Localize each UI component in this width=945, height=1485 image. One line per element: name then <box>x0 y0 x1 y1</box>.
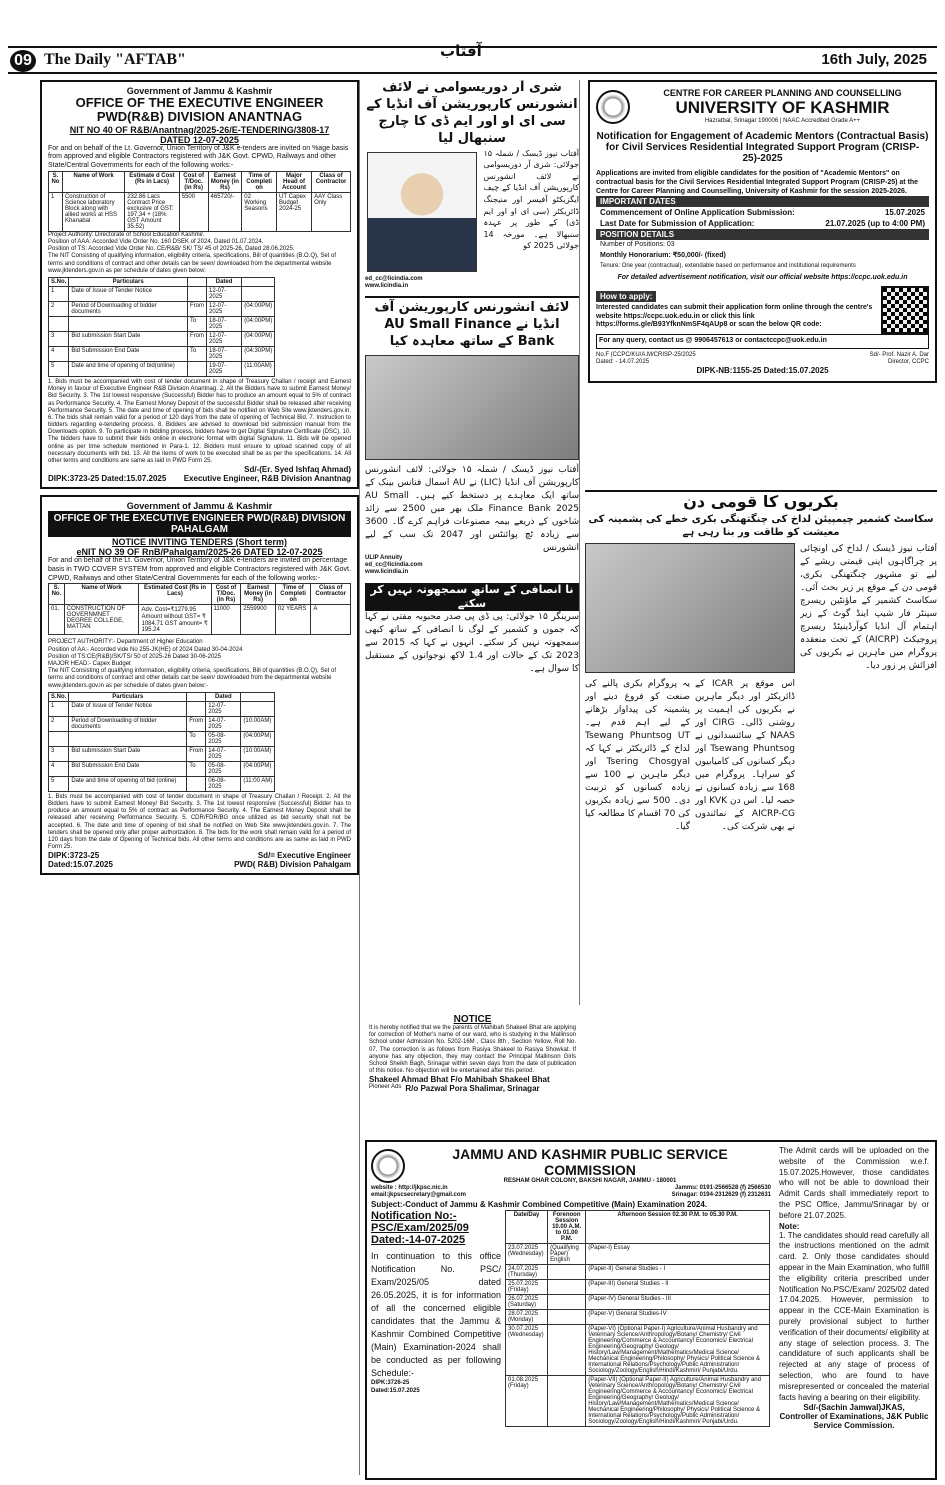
mehbooba-body: سرینگر ۱۵ جولائی: پی ڈی پی صدر محبوبہ مفتی نے کہا کہ جموں و کشمیر کے لوگ نا انصافی کے ساتھ کبھی سمجھوتہ نہیں کر سکتے۔ انہوں نے کہا کہ 2015 سے 2023 تک کے حالات اور 1.4 لاکھ نوجوانوں کے مستقبل کا سوال ہے۔ <box>365 612 579 675</box>
tender2-notice: NOTICE INVITING TENDERS (Short term) <box>111 537 287 548</box>
schedule-cell: From <box>188 301 207 316</box>
notice-signature: Shakeel Ahmad Bhat F/o Mahibah Shakeel Bhat <box>369 1075 550 1085</box>
schedule-row <box>49 301 275 316</box>
table-cell: 465720/- <box>208 192 242 231</box>
schedule-cell <box>188 361 207 376</box>
ku-notification: Notification for Engagement of Academic Mentors (Contractual Basis) for Civil Services Residential Integrated Support Program (CRISP-25)-2025 <box>596 131 929 165</box>
ku-apply: Interested candidates can submit their application form online through the centre's website https://ccpc.uok.edu.in or click this link https://forms.gle/B93YfknNmSF4qAUp8 or scan the below QR code: <box>596 303 873 329</box>
exam-schedule-cell <box>548 1310 586 1325</box>
schedule-cell: 12-07-2025 <box>207 301 242 316</box>
jkpsc-website: website : http://jkpsc.nic.in <box>371 1185 448 1192</box>
masthead-logo: آفتاب <box>440 42 482 60</box>
university-advert <box>588 80 937 383</box>
schedule-header-cell <box>242 277 275 286</box>
goat-subtitle: سکاسٹ کشمیر چیمپیئن لداخ کی چنگتھنگی بکری خطے کی پشمینہ کی معیشت کو طاقت ور بنا رہی ہے <box>588 513 934 538</box>
ku-ref-date: Dated: - 14.07.2025 <box>596 358 650 365</box>
tender1-gov: Government of Jammu & Kashmir <box>126 86 273 96</box>
schedule-row <box>49 286 275 301</box>
exam-schedule-cell: 23.07.2025 (Wednesday) <box>506 1244 548 1265</box>
tender1-nit-consisting: The NIT Consisting of qualifying information, eligibility criteria, specifications, Bill of quantities (B.O.Q), Set of terms and conditions of contract and other details can be seen/ downloaded from the departmental website www.jktenders.gov.in as per schedule of dates given below: <box>48 253 337 274</box>
parents-notice <box>365 1010 580 1138</box>
lic-headline: شری آر دوریسوامی نے لائف انشورنس کارپوریشن آف انڈیا کے سی ای او اور ایم ڈی کا چارج سنبھال لیا <box>366 80 578 146</box>
schedule-cell: 2 <box>49 301 69 316</box>
schedule-header-cell: Particulars <box>69 277 188 286</box>
schedule-cell: From <box>187 716 206 731</box>
notice-body: It is hereby notified that we the parents of Mahibah Shakeel Bhat are applying for correction of Mother's name of our ward, who is studying in the Mallinson School under Admission No. 5202-16M , Class 8th , Section Yellow, Roll No. 07. The correction is as follows from Rasiya Shakeel to Rasiya Showkat. If anyone has any objection, they may contact the Principal Mallinson Girls School Sheikh Bagh, Srinagar within seven days from the date of publication of this notice. No objection will be entertained after this period. <box>369 1025 576 1075</box>
lic-body: آفتاب نیوز ڈیسک / شملہ ۱۵ جولائی: شری آر دوریسوامی نے لائف انشورنس کارپوریشن آف انڈیا کے چیف ایگزیکٹو آفیسر اور منیجنگ ڈائریکٹر (سی ای او اور ایم ڈی) کے طور پر عہدہ سنبھالا ہے۔ مورخہ 14 جولائی 2025 کو <box>483 148 579 251</box>
jkpsc-admit-card-info <box>775 1142 933 1434</box>
tender1-authority: Project Authority: Directorate of School Education Kashmir. <box>48 231 205 238</box>
ku-ref: No.F (CCPC/KU/A.M/CRISP-25/2025 <box>596 351 696 358</box>
schedule-cell <box>49 731 69 746</box>
schedule-cell <box>188 286 207 301</box>
goat-day-photo <box>585 543 795 673</box>
exam-schedule-cell: 25.07.2025 (Friday) <box>506 1280 548 1295</box>
schedule-cell: To <box>187 761 206 776</box>
tender1-designation: Executive Engineer, R&B Division Anantnag <box>183 474 351 484</box>
goat-body-3: یہ پروگرام بکری پالنے کی صنعت کو فروغ دینے اور پشمینہ کی پیداوار بڑھانے کے لیے اہم قدم ہے۔ Tsewang Phuntsog UT لداخ کے ڈائریکٹر نے کہا کہ Tsering Chosgyal اور دیگر ماہرین نے 100 سے زیادہ کسانوں کو تربیت دی۔ 500 سے زیادہ بکریوں کی 70 اقسام کا مطالعہ کیا گیا۔ <box>585 678 690 833</box>
ku-name: UNIVERSITY OF KASHMIR <box>675 98 890 117</box>
exam-schedule-row <box>506 1295 770 1310</box>
table-header-cell: Class of Contractor <box>312 171 351 192</box>
tender-column <box>40 80 360 1475</box>
jkpsc-emblem-icon <box>371 1149 405 1183</box>
tender2-designation: PWD( R&B) Division Pahalgam <box>234 860 351 870</box>
schedule-row <box>49 361 275 376</box>
page-number: 09 <box>10 50 36 72</box>
ku-last-label: Last Date for Submission of Application: <box>600 219 755 229</box>
exam-schedule-cell: 28.07.2025 (Monday) <box>506 1310 548 1325</box>
table-header-cell: Estimated Cost (Rs in Lacs) <box>139 584 211 605</box>
jkpsc-email: email:jkpscsecretary@gmail.com <box>371 1192 466 1199</box>
mehbooba-headline: نا انصافی کے ساتھ سمجھوتہ نہیں کر سکتے <box>365 583 579 612</box>
ku-honorarium: Monthly Honorarium: ₹50,000/- (fixed) <box>600 252 726 260</box>
schedule-row <box>49 701 275 716</box>
table-cell: Construction of Science laboratory Block along with allied works at HSS Khanabal <box>62 192 124 231</box>
schedule-cell: 18-07-2025 <box>207 316 242 331</box>
schedule-cell: 12-07-2025 <box>207 331 242 346</box>
tender1-intro: For and on behalf of the Lt. Governor, Union Territory of J&K e-tenders are invited on %age basis from approved and eligible Contractors registered with J&K Govt. CPWD, Railways and other State/Central Governments for each of the following works:- <box>48 144 349 170</box>
jkpsc-signer: Sd/-(Sachin Jamwal)JKAS, <box>803 1403 905 1413</box>
schedule-cell: Bid Submission End Date <box>69 761 187 776</box>
table-header-cell: Cost of T/Doc. (in Rs) <box>179 171 208 192</box>
jkpsc-notification-no: Notification No:- PSC/Exam/2025/09 <box>371 1210 469 1234</box>
exam-schedule-cell: (Paper-V) General Studies-IV <box>586 1310 770 1325</box>
schedule-cell: From <box>187 746 206 761</box>
schedule-header-row <box>49 692 275 701</box>
goat-day-story <box>585 490 937 1135</box>
university-column <box>588 80 937 488</box>
schedule-header-cell <box>187 692 206 701</box>
schedule-cell: (04:00PM) <box>241 761 275 776</box>
paper-name: The Daily "AFTAB" <box>44 51 186 68</box>
table-cell: CONSTRUCTION OF GOVERNMNET DEGREE COLLEGE, MATTAN <box>64 605 139 635</box>
ku-query: For any query, contact us @ 9906457613 or contactccpc@uok.edu.in <box>596 334 929 349</box>
ceo-portrait <box>367 152 477 272</box>
schedule-cell: 4 <box>49 346 69 361</box>
issue-date: 16th July, 2025 <box>821 51 927 68</box>
ku-how-to: How to apply: <box>596 291 656 302</box>
table-cell: 2559900 <box>241 605 275 635</box>
schedule-cell: Date of Issue of Tender Notice <box>69 286 188 301</box>
schedule-row <box>49 761 275 776</box>
schedule-cell: (04:30PM) <box>242 346 275 361</box>
jkpsc-note-label: Note: <box>779 1221 800 1231</box>
goat-title: بکریوں کا قومی دن <box>585 490 937 513</box>
schedule-cell: Date and time of opening of bid (online) <box>69 776 187 791</box>
exam-schedule-cell: (Paper-III) General Studies - II <box>586 1280 770 1295</box>
lic-au-web: www.licindia.in <box>365 569 409 576</box>
exam-schedule-row <box>506 1280 770 1295</box>
exam-schedule-cell: 24.07.2025 (Thursday) <box>506 1265 548 1280</box>
table-cell: UT Capex Budget 2024-25 <box>277 192 312 231</box>
table-cell: A <box>311 605 351 635</box>
tender2-nit-consisting: The NIT Consisting of qualifying information, eligibility criteria, specifications, Bill of quantities (B.O.Q), Set of terms and conditions of contract and other details can be seen/ downloaded from the departmental website www.jktenders.gov.in as per schedule of dates given below:- <box>48 668 337 689</box>
table-header-cell: Forenoon Session 10.00 A.M. to 01.00 P.M. <box>548 1211 586 1244</box>
table-header-cell: Earnest Money (in Rs) <box>241 584 275 605</box>
schedule-cell <box>69 731 187 746</box>
ku-detailed: For detailed advertisement notification, visit our official website https://ccpc.uok.edu.in <box>617 274 908 282</box>
table-cell: 02 Working Seasons <box>242 192 277 231</box>
tender2-head: MAJOR HEAD:- Capex Budget <box>48 661 131 668</box>
exam-schedule-row <box>506 1265 770 1280</box>
exam-schedule-cell: (Paper-VII) (Optional Paper-II) Agriculture/Animal Husbandry and Veterinary Science/Anthropology/Botany/ Chemistry/ Civil Engineering/Commerce & Accountancy/ Economics/ Electrical Engineering/Geography/ Geology/ History/Law/Management/Mathematics/Medical Science/ Mechanical Engineering/Philosophy/ Physics/ Political Science & International Relations/Psychology/Public Administration/ Sociology/Zoology/English/Hindi/Kashmiri/ Punjabi/Urdu. <box>586 1376 770 1427</box>
schedule-cell: 5 <box>49 361 69 376</box>
schedule-cell: (04:00PM) <box>242 301 275 316</box>
tender2-conditions: 1. Bids must be accompanied with cost of tender document in shape of Treasury Challan / Receipt. 2. All the Bidders have to submit Earnest Money/ Bid Security. 3. The 1st lowest responsive (Successful) Bidder has to produce an amount equal to 5% of contract as Performance Security. 4. The Earnest Money Deposit shall be released after receiving Performance Security. 5. CDR/FDR/BG once utilized as bid security shall not be accepted. 6. The date and time of opening of bid shall be notified on Web Site www.jktenders.gov.in. 7. The tenders shall be opened only after proper authorization. 8. The bids for the work shall remain valid for a period of 120 days from the date of Opening of Technical bids. All other terms and conditions are as same as laid in PWD Form 25. <box>48 793 351 851</box>
exam-schedule-row <box>506 1244 770 1265</box>
tender1-aaa: Position of AAA: Accorded Vide Order No. 160 DSEK of 2024, Dated 01.07.2024. <box>48 239 264 246</box>
tender-anantnag <box>40 80 359 489</box>
schedule-cell: 2 <box>49 716 69 731</box>
tender2-authority: PROJECT AUTHORITY:- Department of Higher Education <box>48 639 203 646</box>
jkpsc-advert <box>365 1140 937 1480</box>
tender2-office: OFFICE OF THE EXECUTIVE ENGINEER PWD(R&B) DIVISION PAHALGAM <box>48 511 351 537</box>
schedule-header-cell <box>188 277 207 286</box>
jkpsc-schedule-table <box>505 1210 770 1427</box>
table-header-cell: S. No. <box>49 584 65 605</box>
schedule-cell: Bid submission Start Date <box>69 331 188 346</box>
schedule-header-cell: Dated <box>206 692 241 701</box>
schedule-cell: 06-08-2025 <box>206 776 241 791</box>
lic-ulip: ULIP Annuity <box>365 554 403 561</box>
table-header-cell: Class of Contractor <box>311 584 351 605</box>
schedule-cell: (04:00PM) <box>242 316 275 331</box>
exam-schedule-cell: 26.07.2025 (Saturday) <box>506 1295 548 1310</box>
schedule-cell <box>187 701 206 716</box>
schedule-cell: 1 <box>49 286 69 301</box>
table-cell: Adv. Cost=₹1279.95 Amount without GST= ₹ 1084.71 GST amount= ₹ 195.24 <box>139 605 211 635</box>
schedule-cell <box>49 316 69 331</box>
schedule-row <box>49 746 275 761</box>
lic-au-email: ed_cc@licindia.com <box>365 562 423 569</box>
jkpsc-dated: Dated:-14-07-2025 <box>371 1234 466 1246</box>
exam-schedule-cell <box>548 1295 586 1310</box>
ku-commencement-label: Commencement of Online Application Submission: <box>600 208 795 218</box>
table-header-cell: Major Head of Account <box>277 171 312 192</box>
schedule-cell: 05-08-2025 <box>206 731 241 746</box>
ku-important: IMPORTANT DATES <box>596 196 929 207</box>
schedule-cell <box>69 316 188 331</box>
tender1-schedule-table <box>48 277 275 377</box>
schedule-header-cell <box>241 692 275 701</box>
schedule-cell: From <box>188 331 207 346</box>
ku-centre: CENTRE FOR CAREER PLANNING AND COUNSELLING <box>663 88 902 98</box>
tender2-gov: Government of Jammu & Kashmir <box>126 501 273 512</box>
schedule-row <box>49 346 275 361</box>
schedule-header-cell: Dated <box>207 277 242 286</box>
exam-schedule-cell: (Paper-II) General Studies - I <box>586 1265 770 1280</box>
ku-tenure: Tenure: One year (contractual), extendable based on performance and institutional requirements <box>600 262 856 269</box>
schedule-cell: (04:00PM) <box>241 731 275 746</box>
schedule-cell: (04:00PM) <box>242 331 275 346</box>
exam-schedule-row <box>506 1325 770 1376</box>
jkpsc-jammu: Jammu: 0191-2566528 (f) 2566530 <box>674 1185 771 1192</box>
schedule-row <box>49 716 275 731</box>
schedule-cell: 12-07-2025 <box>206 701 241 716</box>
table-header-cell: Estimate d Cost (Rs in Lacs) <box>125 171 180 192</box>
schedule-cell: Bid submission Start Date <box>69 746 187 761</box>
schedule-cell: To <box>188 346 207 361</box>
exam-schedule-cell: 01.08.2025 (Friday) <box>506 1376 548 1427</box>
table-header-cell: S. No <box>49 171 63 192</box>
tender1-ts: Position of TS: Accorded Vide Order No. CE/R&B/ SK/ TS/ 45 of 2025-26, Dated 28.06.2025. <box>48 246 295 253</box>
exam-schedule-row <box>506 1376 770 1427</box>
schedule-cell: 1 <box>49 701 69 716</box>
table-cell: 01. <box>49 605 65 635</box>
schedule-cell: Date and time of opening of bid(online) <box>69 361 188 376</box>
jkpsc-notes: 1. The candidates should read carefully all the instructions mentioned on the admit card. 2. Only those candidates should appear in the Main Examination, who fulfill the eligibility criteria prescribed under Notification No.PSC/Exam/ 2025/02 dated 17.04.2025. However, permission to appear in the CCE-Main Examination is purely provisional subject to further verification of their documents/ eligibility at any stage of selection process. 3. The candidature of such applicants shall be rejected at any stage of process of selection, who are found to have misrepresented or concealed the material facts having a bearing on their eligibility. <box>779 1230 929 1402</box>
ku-accreditation: Hazratbal, Srinagar 190006 | NAAC Accredited Grade A++ <box>704 118 861 124</box>
schedule-cell <box>241 701 275 716</box>
table-cell: 1 <box>49 192 63 231</box>
schedule-cell <box>242 286 275 301</box>
exam-schedule-cell <box>548 1376 586 1427</box>
news-column <box>365 80 580 1005</box>
schedule-cell: 18-07-2025 <box>207 346 242 361</box>
ku-position-details: POSITION DETAILS <box>596 229 929 240</box>
exam-schedule-row <box>506 1310 770 1325</box>
exam-schedule-cell: (Paper-I) Essay <box>586 1244 770 1265</box>
jkpsc-title: JAMMU AND KASHMIR PUBLIC SERVICE COMMISSION <box>452 1146 728 1178</box>
tender1-conditions: 1. Bids must be accompanied with cost of tender document in shape of Treasury Challan / receipt and Earnest Money in favour of Executive Engineer R&B Division Anantnag. 2. All the Bidders have to submit Earnest Money/ Bid Security. 3. The 1st lowest responsive (Successful) Bidder has to produce an amount equal to 5% of contract as Performance Security. 4. The Earnest Money Deposit of the successful Bidder shall be released after receiving Performance Security. 5. The date and time of opening of bids shall be notified on Web Site www.jktenders.gov.in. 6. The bids shall remain valid for a period of 120 days from the date of opening of Technical Bid. 7. Instruction to bidders regarding e-tendering process. 8. Bidders are advised to download bid submission manual from the Downloads option. 9. To participate in bidding process, bidders have to get Digital Signature Certificate (DSC). 10. The bidders have to submit their bids online in electronic format with digital Signature. 11. Bids will be opened online as per time schedule mentioned in Para-1. 12. Bidders must ensure to upload scanned copy of all necessary documents with bid. 13. All the items of work to be executed shall be as per the specifications. 14. All other terms and conditions are same as laid in PWD Form 25. <box>48 378 351 465</box>
ku-last-date: 21.07.2025 (up to 4:00 PM) <box>825 219 925 229</box>
schedule-row <box>49 776 275 791</box>
lic-au-photo <box>365 355 579 460</box>
schedule-cell: 3 <box>49 746 69 761</box>
jkpsc-right-text: The Admit cards will be uploaded on the website of the Commission w.e.f. 15.07.2025.However, those candidates who will not be able to download their Admit Cards shall immediately report to the PSC Office, Jammu/Srinagar by or before 21.07.2025. <box>779 1146 929 1220</box>
jkpsc-srinagar: Srinagar: 0194-2312629 (f) 2312631 <box>671 1192 771 1199</box>
jkpsc-body: In continuation to this office Notification No. PSC/ Exam/2025/05 dated 26.05.2025, it is for information of all the concerned eligible candidates that the Jammu & Kashmir Combined Competitive (Main) Examination-2024 shall be conducted as per following Schedule:- <box>371 1251 501 1379</box>
lic-au-headline: لائف انشورنس کارپوریشن آف انڈیا نے AU Small Finance Bank کے ساتھ معاہدہ کیا <box>365 296 579 351</box>
schedule-row <box>49 331 275 346</box>
jkpsc-dipk: DIPK:3726-25 <box>371 1380 410 1387</box>
jkpsc-subject: Subject:-Conduct of Jammu & Kashmir Combined Competitive (Main) Examination 2024. <box>371 1199 708 1209</box>
schedule-header-cell: S.No. <box>49 692 69 701</box>
schedule-cell: Date of Issue of Tender Notice <box>69 701 187 716</box>
schedule-cell: Period of Downloading of bidder documents <box>69 301 188 316</box>
goat-body-2: اس موقع پر ICAR کے ڈائریکٹر اور دیگر ماہرین نے بکریوں کی اہمیت پر روشنی ڈالی۔ CIRG اور NAAS کے سائنسدانوں نے Tsewang Phuntsog اور دیگر کسانوں کی کامیابیوں کو سراہا۔ پروگرام میں 168 سے زیادہ کسانوں نے حصہ لیا۔ اس دن KVK اور AICRP-CG کے نمائندوں نے بھی شرکت کی۔ <box>695 678 795 833</box>
schedule-row <box>49 731 275 746</box>
schedule-cell: Bid Submission End Date <box>69 346 188 361</box>
ku-positions: Number of Positions: 03 <box>600 241 675 249</box>
table-cell: 11000 <box>211 605 241 635</box>
qr-code-icon[interactable] <box>881 286 929 334</box>
table-cell: 5500 <box>179 192 208 231</box>
schedule-cell: (11:00 AM) <box>241 776 275 791</box>
ku-signer: Sd/- Prof. Nazir A. Dar <box>869 351 929 358</box>
goat-body-1: آفتاب نیوز ڈیسک / لداخ کی اونچائی پر چراگاہوں اپنی قیمتی ریشے کے لیے تو مشہور چنگتھنگی بکری، قومی دن کے موقع پر زیر بحث آئی۔ سکاسٹ کشمیر کے ماؤنٹین ریسرچ سینٹر فار شیپ اینڈ گوٹ کے زیر اہتمام آل انڈیا کوآرڈینیٹڈ ریسرچ پروجیکٹ (AICRP) کے تحت منعقدہ پروگرام میں ماہرین نے بکریوں کی افزائش پر زور دیا۔ <box>800 543 937 672</box>
ku-dipk: DIPK-NB:1155-25 Dated:15.07.2025 <box>696 366 829 375</box>
ku-intro: Applications are invited from eligible candidates for the position of "Academic Mentors" on contractual basis for the Civil Services Residential Integrated Support Program (CRISP-25) at the Centre for Career Planning and Counselling, University of Kashmir for the session 2025-2026. <box>596 170 919 195</box>
exam-schedule-cell: (Paper-IV) General Studies - III <box>586 1295 770 1310</box>
table-header-cell: Name of Work <box>62 171 124 192</box>
jkpsc-address: RESHAM GHAR COLONY, BAKSHI NAGAR, JAMMU - 180001 <box>503 1178 677 1184</box>
tender2-signature: Sd/= Executive Engineer <box>257 851 351 861</box>
tender2-dipk: DIPK:3723-25 <box>48 851 100 861</box>
schedule-cell: 14-07-2025 <box>206 746 241 761</box>
schedule-cell: To <box>187 731 206 746</box>
schedule-header-row <box>49 277 275 286</box>
tender2-nit: eNIT NO 39 OF RnB/Pahalgam/2025-26 DATED 12-07-2025 <box>76 547 323 558</box>
schedule-cell: 4 <box>49 761 69 776</box>
exam-schedule-cell: (Qualifying Paper) English <box>548 1244 586 1265</box>
lic-au-body: آفتاب نیوز ڈیسک / شملہ ۱۵ جولائی: لائف انشورنس کارپوریشن آف انڈیا (LIC) نے AU اسمال فنانس بینک کے ساتھ ایک معاہدے پر دستخط کیے ہیں۔ AU Small Finance Bank 2025 ملک بھر میں 2500 سے زائد شاخوں کے ذریعے بیمہ مصنوعات فراہم کرے گا۔ 3600 سے زیادہ ٹچ پوائنٹس اور 2047 تک سب کے لیے انشورنس <box>365 464 579 553</box>
lic-web: www.licindia.in <box>365 282 409 289</box>
jkpsc-dipk-date: Dated:15.07.2025 <box>371 1387 420 1394</box>
exam-schedule-cell <box>548 1280 586 1295</box>
exam-schedule-cell: (Paper-VI) (Optional Paper-I) Agriculture/Animal Husbandry and Veterinary Science/Anthropology/Botany/ Chemistry/ Civil Engineering/Commerce & Accountancy/ Economics/ Electrical Engineering/Geography/ Geology/ History/Law/Management/Mathematics/Medical Science/ Mechanical Engineering/Philosophy/ Physics/ Political Science & International Relations/Psychology/Public Administration/ Sociology/Zoology/English/Hindi/Kashmiri/ Punjabi/Urdu. <box>586 1325 770 1376</box>
exam-schedule-cell: 30.07.2025 (Wednesday) <box>506 1325 548 1376</box>
schedule-cell: 5 <box>49 776 69 791</box>
schedule-header-cell: Particulars <box>69 692 187 701</box>
ku-signer-title: Director, CCPC <box>887 358 929 365</box>
schedule-header-cell: S.No. <box>49 277 69 286</box>
schedule-cell: (10:00AM) <box>241 746 275 761</box>
schedule-cell: 05-08-2025 <box>206 761 241 776</box>
tender2-schedule-table <box>48 692 275 792</box>
table-header-cell: Afternoon Session 02.30 P.M. to 05.30 P.M. <box>586 1211 770 1244</box>
exam-schedule-cell <box>548 1265 586 1280</box>
table-header-cell: Cost of T/Doc. (in Rs) <box>211 584 241 605</box>
schedule-cell <box>187 776 206 791</box>
tender2-works-table <box>48 583 351 635</box>
schedule-cell: 3 <box>49 331 69 346</box>
table-header-cell: Name of Work <box>64 584 139 605</box>
tender2-aaa: Position of AA:- Accorded vide No 255-JK(HE) of 2024 Dated 30-04-2024 <box>48 646 243 653</box>
schedule-cell: Period of Downloading of bidder documents <box>69 716 187 731</box>
notice-title: NOTICE <box>453 1014 492 1025</box>
table-cell: 232.86 Lacs Contract Price exclusive of GST: 197.34 + (18% GST Amount 35.52) <box>125 192 180 231</box>
schedule-cell: 12-07-2025 <box>207 286 242 301</box>
tender2-dipk-date: Dated:15.07.2025 <box>48 860 113 870</box>
tender1-dated: DATED 12-07-2025 <box>160 134 239 145</box>
tender1-nit: NIT NO 40 OF R&B/Anantnag/2025-26/E-TENDERING/3808-17 <box>69 124 330 135</box>
exam-schedule-cell <box>548 1325 586 1376</box>
lic-email: ed_cc@licindia.com <box>365 275 423 282</box>
schedule-cell: (11:00AM) <box>242 361 275 376</box>
tender2-ts: Position of TS:CE(R&B)/SK/TS/ 50 of 2025-26 Dated 30-06-2025 <box>48 653 221 660</box>
schedule-cell: (10:00AM) <box>241 716 275 731</box>
notice-tag: Pioneer Ads <box>369 1084 402 1091</box>
notice-address: R/o Pazwal Pora Shalimar, Srinagar <box>405 1084 540 1094</box>
university-seal-icon <box>596 90 630 124</box>
schedule-cell: 19-07-2025 <box>207 361 242 376</box>
table-header-cell: Time of Completi on <box>275 584 311 605</box>
tender1-signature: Sd/-(Er. Syed Ishfaq Ahmad) <box>244 465 351 475</box>
table-header-cell: Earnest Money (in Rs) <box>208 171 242 192</box>
ku-commencement-date: 15.07.2025 <box>884 208 925 218</box>
tender1-works-table <box>48 171 351 232</box>
tender2-intro: For and on behalf of the Lt. Governor, Union Territory of J&K e-tenders are invited on percentage basis in TWO COVER SYSTEM from approved and eligible Contractors registered with J&K Govt. CPWD, Railways and other State/Central Governments for each of the following works:- <box>48 557 351 582</box>
tender1-dipk: DIPK:3723-25 Dated:15.07.2025 <box>48 474 167 484</box>
schedule-cell: To <box>188 316 207 331</box>
table-header-cell: Date/Day <box>506 1211 548 1244</box>
table-header-cell: Time of Completi on <box>242 171 277 192</box>
schedule-row <box>49 316 275 331</box>
schedule-cell: 14-07-2025 <box>206 716 241 731</box>
tender1-office: OFFICE OF THE EXECUTIVE ENGINEER PWD(R&B) DIVISION ANANTNAG <box>75 95 324 125</box>
table-cell: 02 YEARS <box>275 605 311 635</box>
jkpsc-signer-title: Controller of Examinations, J&K Public Service Commission. <box>779 1412 929 1431</box>
table-cell: AAY Class Only <box>312 192 351 231</box>
tender-pahalgam <box>40 495 359 875</box>
